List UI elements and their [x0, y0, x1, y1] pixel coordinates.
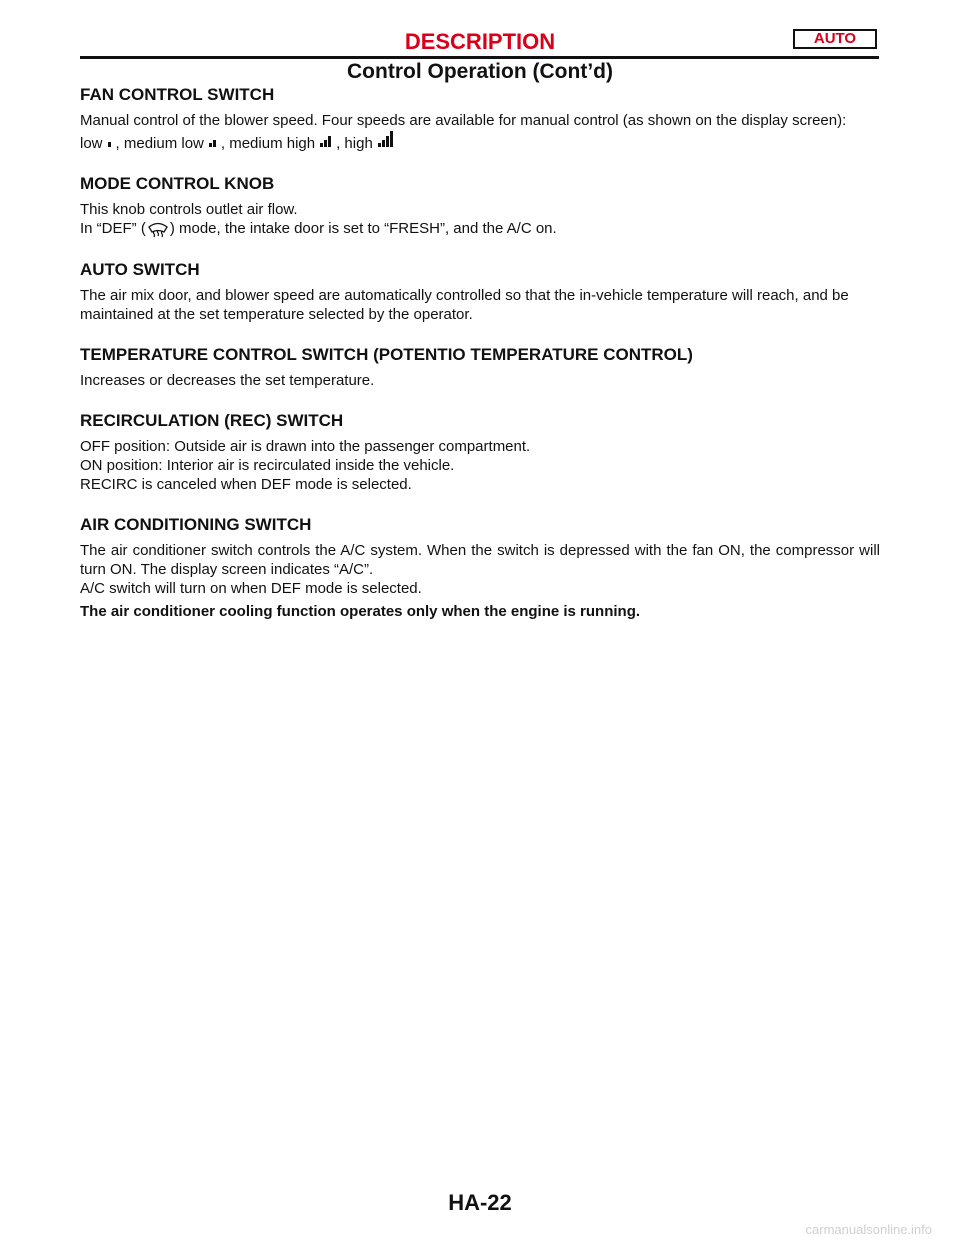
rec-line-3: RECIRC is canceled when DEF mode is selected.: [80, 476, 412, 493]
section-auto-switch: [80, 259, 880, 324]
fan-speed-4-icon: [377, 130, 394, 148]
section-heading: AIR CONDITIONING SWITCH: [80, 515, 312, 534]
watermark: carmanualsonline.info: [805, 1222, 932, 1237]
fan-level-low: low: [80, 135, 103, 152]
mode-line-2-pre: In “DEF” (: [80, 220, 146, 237]
aircon-line-2: A/C switch will turn on when DEF mode is selected.: [80, 580, 422, 597]
fan-speed-3-icon: [319, 134, 332, 148]
section-heading: MODE CONTROL KNOB: [80, 174, 275, 193]
section-heading: FAN CONTROL SWITCH: [80, 85, 275, 104]
defrost-icon: [147, 219, 169, 239]
header-subtitle: Control Operation (Cont’d): [347, 60, 613, 83]
page-number: HA-22: [448, 1190, 512, 1215]
section-air-conditioning-switch: [80, 514, 880, 621]
content: [80, 84, 880, 621]
section-body: [80, 437, 880, 494]
section-body: The air mix door, and blower speed are automatically controlled so that the in-vehicle temperature will reach, and be maintained at the set temperature selected by the operator.: [80, 287, 849, 323]
fan-speed-2-icon: [208, 137, 217, 148]
header-badge-auto: AUTO: [793, 29, 877, 49]
fan-level-medium-low: , medium low: [115, 135, 204, 152]
section-fan-control: [80, 84, 880, 153]
aircon-text: The air conditioner switch controls the A/C system. When the switch is depressed with the fan ON, the compressor will turn ON. The display screen indicates “A/C”.: [80, 542, 880, 578]
section-body: [80, 541, 880, 598]
section-mode-control: [80, 173, 880, 239]
fan-level-medium-high: , medium high: [220, 135, 316, 152]
fan-speed-1-icon: [107, 137, 112, 148]
rec-line-2: ON position: Interior air is recirculated inside the vehicle.: [80, 457, 455, 474]
aircon-note: The air conditioner cooling function operates only when the engine is running.: [80, 603, 641, 620]
section-body: [80, 200, 880, 239]
fan-level-high: , high: [336, 135, 373, 152]
section-heading: AUTO SWITCH: [80, 260, 200, 279]
section-body: [80, 111, 880, 153]
fan-description: Manual control of the blower speed. Four speeds are available for manual control (as shown on the display screen):: [80, 112, 847, 129]
section-heading: RECIRCULATION (REC) SWITCH: [80, 411, 344, 430]
section-body: Increases or decreases the set temperature.: [80, 372, 375, 389]
header-title: DESCRIPTION: [404, 29, 556, 54]
rec-line-1: OFF position: Outside air is drawn into the passenger compartment.: [80, 438, 531, 455]
section-heading: TEMPERATURE CONTROL SWITCH (POTENTIO TEMPERATURE CONTROL): [80, 345, 693, 364]
mode-line-1: This knob controls outlet air flow.: [80, 201, 298, 218]
section-recirculation-switch: [80, 410, 880, 494]
section-temperature-control: [80, 344, 880, 390]
mode-line-2-post: ) mode, the intake door is set to “FRESH”, and the A/C on.: [169, 220, 557, 237]
